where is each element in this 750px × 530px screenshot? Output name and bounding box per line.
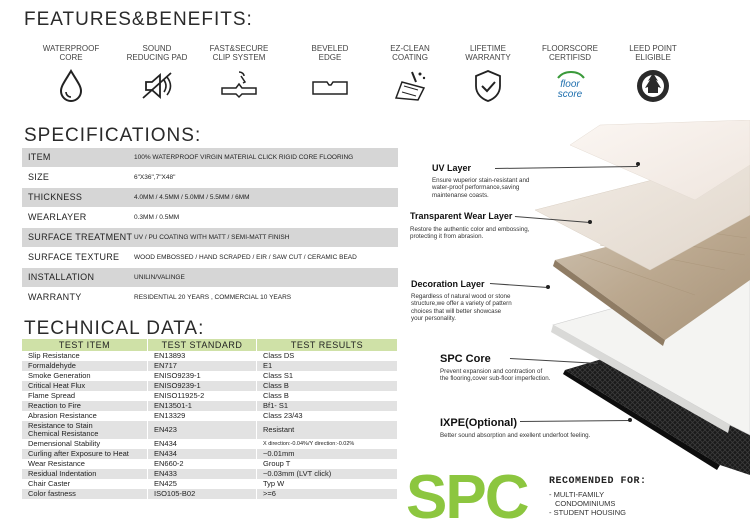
tech-item: Critical Heat Flux <box>22 381 148 391</box>
tech-header-results: TEST RESULTS <box>257 339 398 351</box>
tech-standard: ENISO9239-1 <box>148 371 257 381</box>
tech-standard: EN13501-1 <box>148 401 257 411</box>
feature-label <box>618 44 688 64</box>
feature-label-line: ELIGIBLE <box>635 53 671 62</box>
layer-description: Restore the authentic color and embossing, protecting it from abrasion. <box>410 226 530 241</box>
recommended-item: - MULTI-FAMILY <box>549 490 605 499</box>
tech-item: Chair Caster <box>28 479 71 488</box>
spec-key: ITEM <box>28 152 51 162</box>
tech-table <box>22 339 397 499</box>
feature-label-line: CLIP SYSTEM <box>212 53 266 62</box>
feature-item <box>618 44 688 104</box>
spec-key: WEARLAYER <box>28 212 87 222</box>
feature-label-line: REDUCING PAD <box>126 53 188 62</box>
spec-value: RESIDENTIAL 20 YEARS , COMMERCIAL 10 YEARS <box>134 294 292 301</box>
feature-label-line: COATING <box>392 53 428 62</box>
clean-coating-icon <box>390 68 430 104</box>
spec-row <box>22 248 398 267</box>
tech-item: Abrasion Resistance <box>28 411 97 420</box>
spec-key: SURFACE TEXTURE <box>28 252 120 262</box>
tech-item: Color fastness <box>22 489 148 499</box>
feature-label <box>36 44 106 64</box>
spec-key: THICKNESS <box>28 192 83 202</box>
spec-row <box>22 268 398 287</box>
feature-label <box>295 44 365 64</box>
tech-result: Resistant <box>257 421 398 439</box>
tech-result: Class B <box>257 381 398 391</box>
recommended-item: CONDOMINIUMS <box>555 499 616 508</box>
tech-row <box>22 489 397 499</box>
tech-item: Flame Spread <box>28 391 76 400</box>
spec-value: 100% WATERPROOF VIRGIN MATERIAL CLICK RIGID CORE FLOORING <box>134 154 354 161</box>
tech-row <box>22 391 397 401</box>
tech-standard: EN425 <box>148 479 257 489</box>
spec-row <box>22 168 398 187</box>
svg-text:floor: floor <box>560 79 580 90</box>
spec-row <box>22 228 398 247</box>
tech-row <box>22 361 397 371</box>
spc-logo <box>404 466 549 524</box>
layer-title: IXPE(Optional) <box>440 417 517 429</box>
tech-row <box>22 401 397 411</box>
tech-row <box>22 371 397 381</box>
water-drop-icon <box>51 68 91 104</box>
leader-dot <box>588 220 592 224</box>
spec-value: 6"X36",7"X48" <box>134 174 176 181</box>
tech-result: Class B <box>257 391 398 401</box>
feature-label-line: FAST&SECURE <box>209 44 269 53</box>
spec-row <box>22 148 398 167</box>
tech-result: ~0.01mm <box>257 449 398 459</box>
svg-text:score: score <box>557 89 583 100</box>
feature-item <box>36 44 106 104</box>
spec-row <box>22 288 398 307</box>
feature-item <box>535 44 605 104</box>
spec-key: SURFACE TREATMENT <box>28 232 133 242</box>
feature-label-line: LIFETIME <box>469 44 506 53</box>
feature-label <box>122 44 192 64</box>
spec-key: INSTALLATION <box>28 272 95 282</box>
tech-result: Bf1- S1 <box>257 401 398 411</box>
tech-result: Typ W <box>257 479 398 489</box>
layer-title: SPC Core <box>440 353 491 365</box>
spec-value: UNILIN/VALINGE <box>134 274 185 281</box>
tech-result: Class DS <box>257 351 398 361</box>
tech-row <box>22 411 397 421</box>
tech-standard: EN423 <box>148 421 257 439</box>
specs-title: SPECIFICATIONS: <box>24 125 202 146</box>
recommended-list <box>549 490 626 517</box>
spec-value: WOOD EMBOSSED / HAND SCRAPED / EIR / SAW CUT / CERAMIC BEAD <box>134 254 357 261</box>
feature-label <box>204 44 274 64</box>
feature-item <box>295 44 365 104</box>
tech-row <box>22 381 397 391</box>
tech-header-item: TEST ITEM <box>22 339 148 351</box>
spec-value: 4.0MM / 4.5MM / 5.0MM / 5.5MM / 6MM <box>134 194 250 201</box>
spec-row <box>22 208 398 227</box>
tech-standard: ENISO9239-1 <box>148 381 257 391</box>
tech-header-row <box>22 339 397 351</box>
tech-standard: ENISO11925-2 <box>148 391 257 401</box>
beveled-edge-icon <box>310 68 350 104</box>
tech-item: Smoke Generation <box>28 371 91 380</box>
features-title: FEATURES&BENEFITS: <box>24 9 253 30</box>
feature-label-line: CERTIFISD <box>548 53 592 62</box>
layer-description: Prevent expansion and contraction of the flooring,cover sub-floor imperfection. <box>440 368 551 383</box>
tech-standard: EN434 <box>148 449 257 459</box>
feature-item <box>204 44 274 104</box>
leader-dot <box>546 285 550 289</box>
tech-result: E1 <box>257 361 398 371</box>
leader-dot <box>628 418 632 422</box>
tech-standard: EN434 <box>148 439 257 449</box>
spc-logo-text: SPC <box>406 466 528 524</box>
recommended-title: RECOMENDED FOR: <box>549 476 647 487</box>
tech-row <box>22 439 397 449</box>
tech-standard: EN717 <box>148 361 257 371</box>
spec-value: 0.3MM / 0.5MM <box>134 214 180 221</box>
layer-description: Regardless of natural wood or stone structure,we offer a variety of pattern choices that will better showcase your personality. <box>411 293 512 322</box>
tech-row <box>22 351 397 361</box>
tech-row <box>22 421 397 439</box>
tech-standard: ISO105-B02 <box>148 489 257 499</box>
tech-result: Group T <box>257 459 398 469</box>
layer-description: Better sound absorption and exellent underfoot feeling. <box>440 432 591 439</box>
layer-title: Decoration Layer <box>411 279 485 289</box>
tech-item: Resistance to Stain Chemical Resistance <box>22 421 148 439</box>
leader-dot <box>636 162 640 166</box>
layer-title: UV Layer <box>432 163 472 173</box>
tech-row <box>22 449 397 459</box>
spec-key: SIZE <box>28 172 50 182</box>
tech-result: ~0.03mm (LVT click) <box>257 469 398 479</box>
layer-title: Transparent Wear Layer <box>410 211 513 221</box>
leader-dot <box>598 361 602 365</box>
tech-result: Class S1 <box>257 371 398 381</box>
click-joint-icon <box>219 68 259 104</box>
feature-item <box>122 44 192 104</box>
tech-standard: EN433 <box>148 469 257 479</box>
usgbc-seal-logo <box>633 68 673 104</box>
floorscore-logo <box>550 68 590 104</box>
shield-check-icon <box>468 68 508 104</box>
feature-label-line: SOUND <box>142 44 172 53</box>
feature-label <box>375 44 445 64</box>
tech-result: Class 23/43 <box>257 411 398 421</box>
tech-row <box>22 459 397 469</box>
feature-item <box>375 44 445 104</box>
tech-item: Curling after Exposure to Heat <box>22 449 148 459</box>
feature-label <box>453 44 523 64</box>
spec-key: WARRANTY <box>28 292 82 302</box>
tech-standard: EN660-2 <box>148 459 257 469</box>
feature-label-line: LEED POINT <box>629 44 677 53</box>
tech-row <box>22 479 397 489</box>
tech-item: Wear Resistance <box>28 459 85 468</box>
sound-off-icon <box>137 68 177 104</box>
feature-label <box>535 44 605 64</box>
tech-result: X direction:-0.04%/Y direction:-0.02% <box>257 439 398 449</box>
layer-description: Ensure wuperior stain-resistant and water-proof performance,saving maintenanse coasts. <box>432 177 530 199</box>
tech-item: Formaldehyde <box>22 361 148 371</box>
feature-label-line: EDGE <box>318 53 342 62</box>
feature-label-line: WARRANTY <box>465 53 511 62</box>
spec-value: UV / PU COATING WITH MATT / SEMI-MATT FINISH <box>134 234 290 241</box>
spec-row <box>22 188 398 207</box>
feature-label-line: BEVELED <box>311 44 349 53</box>
tech-standard: EN13329 <box>148 411 257 421</box>
feature-label-line: WATERPROOF <box>42 44 100 53</box>
feature-label-line: EZ-CLEAN <box>390 44 430 53</box>
feature-item <box>453 44 523 104</box>
tech-item: Demensional Stability <box>28 439 101 448</box>
tech-row <box>22 469 397 479</box>
tech-result: >=6 <box>257 489 398 499</box>
tech-item: Slip Resistance <box>28 351 80 360</box>
feature-label-line: FLOORSCORE <box>541 44 598 53</box>
tech-item: Residual Indentation <box>22 469 148 479</box>
feature-label-line: CORE <box>59 53 83 62</box>
recommended-item: - STUDENT HOUSING <box>549 508 626 517</box>
tech-header-standard: TEST STANDARD <box>148 339 257 351</box>
tech-item: Reaction to Fire <box>22 401 148 411</box>
tech-standard: EN13893 <box>148 351 257 361</box>
tech-title: TECHNICAL DATA: <box>24 318 205 339</box>
